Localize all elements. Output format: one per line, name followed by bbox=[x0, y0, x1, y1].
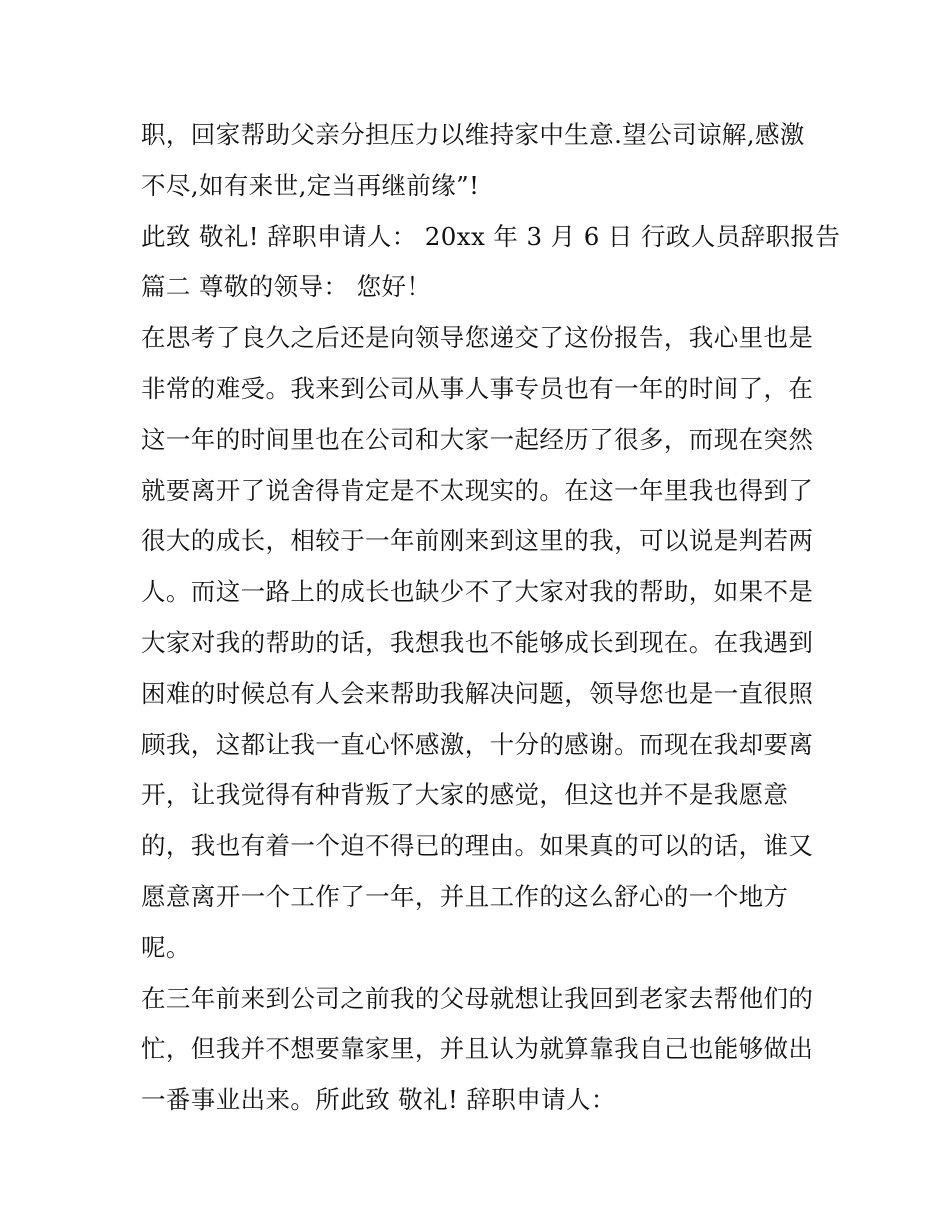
text-line: 大家对我的帮助的话，我想我也不能够成长到现在。在我遇到 bbox=[141, 627, 814, 657]
text-line: 在三年前来到公司之前我的父母就想让我回到老家去帮他们的 bbox=[141, 983, 814, 1013]
document-body bbox=[141, 110, 841, 1126]
text-line: 职，回家帮助父亲分担压力以维持家中生意.望公司谅解,感激 bbox=[141, 120, 805, 149]
text-line: 很大的成长，相较于一年前刚来到这里的我，可以说是判若两 bbox=[141, 526, 814, 556]
text-line: 篇二 尊敬的领导： 您好！ bbox=[141, 272, 432, 302]
text-line: 的，我也有着一个迫不得已的理由。如果真的可以的话，谁又 bbox=[141, 831, 814, 861]
text-line: 人。而这一路上的成长也缺少不了大家对我的帮助，如果不是 bbox=[141, 577, 814, 607]
text-line: 此致 敬礼! 辞职申请人： 20xx 年 3 月 6 日 行政人员辞职报告 bbox=[141, 221, 841, 251]
text-line: 愿意离开一个工作了一年，并且工作的这么舒心的一个地方 bbox=[141, 881, 789, 911]
text-line: 顾我，这都让我一直心怀感激，十分的感谢。而现在我却要离 bbox=[141, 729, 814, 759]
text-line: 困难的时候总有人会来帮助我解决问题，领导您也是一直很照 bbox=[141, 678, 814, 708]
text-line: 忙，但我并不想要靠家里，并且认为就算靠我自己也能够做出 bbox=[141, 1034, 814, 1064]
text-line: 这一年的时间里也在公司和大家一起经历了很多，而现在突然 bbox=[141, 424, 814, 454]
text-line: 不尽,如有来世,定当再继前缘”! bbox=[141, 170, 480, 200]
text-line: 非常的难受。我来到公司从事人事专员也有一年的时间了，在 bbox=[141, 373, 814, 403]
text-line: 就要离开了说舍得肯定是不太现实的。在这一年里我也得到了 bbox=[141, 475, 814, 505]
text-line: 在思考了良久之后还是向领导您递交了这份报告，我心里也是 bbox=[141, 323, 814, 353]
text-line: 开，让我觉得有种背叛了大家的感觉，但这也并不是我愿意 bbox=[141, 780, 789, 810]
text-line: 一番事业出来。所此致 敬礼! 辞职申请人： bbox=[141, 1085, 616, 1115]
text-line: 呢。 bbox=[141, 932, 191, 962]
